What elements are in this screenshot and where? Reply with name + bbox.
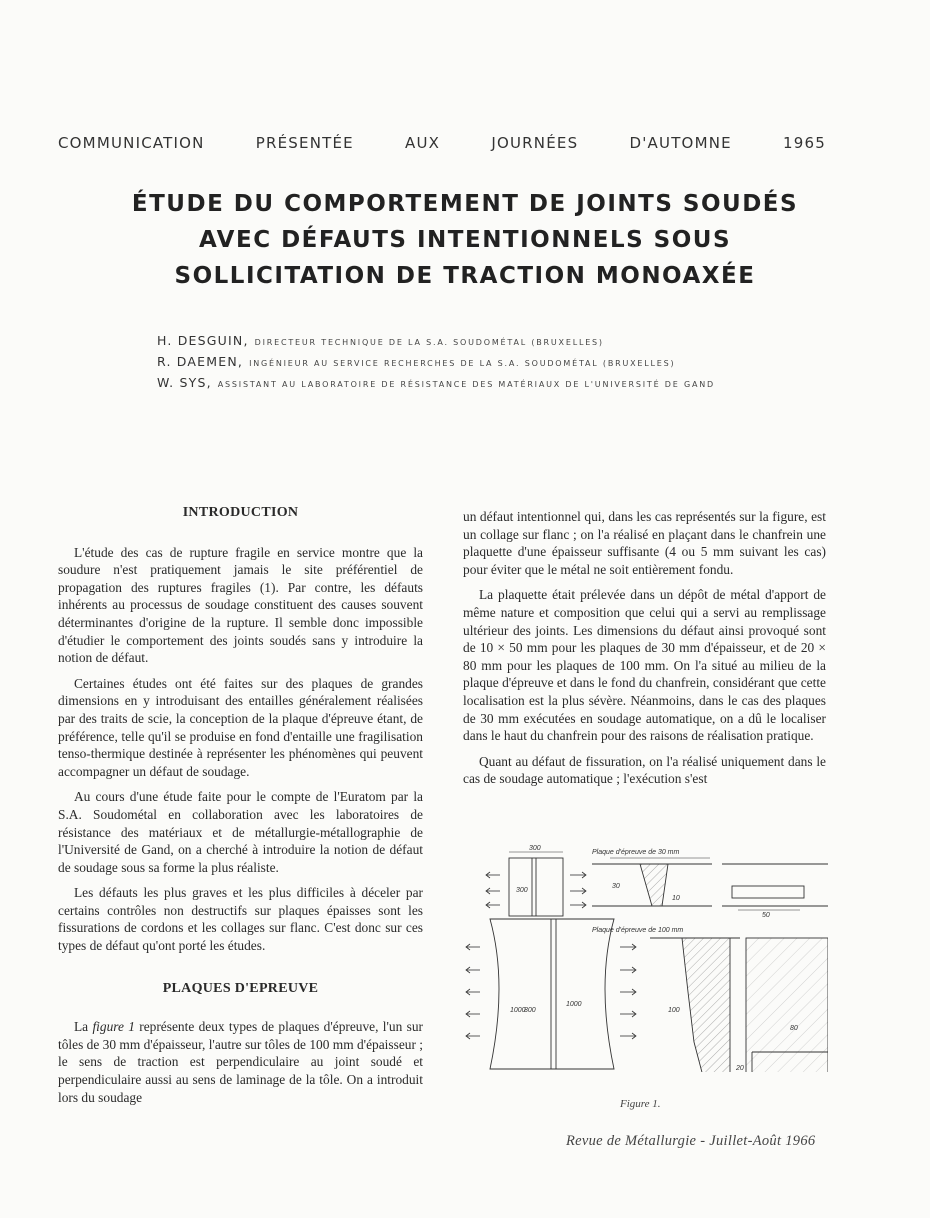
weld-bevel-100mm: [682, 938, 730, 1072]
title-line: ÉTUDE DU COMPORTEMENT DE JOINTS SOUDÉS: [131, 191, 799, 217]
tension-arrow-icon: [486, 872, 500, 908]
author-entry: [157, 330, 797, 351]
header-word: JOURNÉES: [491, 134, 579, 152]
header-word: PRÉSENTÉE: [255, 134, 354, 152]
paragraph: un défaut intentionnel qui, dans les cas représentés sur la figure, est un collage sur flanc ; on l'a réalisé en plaçant dans le chanfrein une plaquette d'une épaisseur suffisante (4 ou 5 mm suivant les cas) pour éviter que le métal ne soit entièrement fondu.: [463, 509, 826, 577]
paragraph: Quant au défaut de fissuration, on l'a réalisé uniquement dans le cas de soudage automatique ; l'exécution s'est: [463, 753, 826, 787]
journal-footer: Revue de Métallurgie - Juillet-Août 1966: [566, 1133, 816, 1149]
dimension-label: 30: [612, 883, 620, 890]
title-line: SOLLICITATION DE TRACTION MONOAXÉE: [174, 263, 756, 289]
article-title: [60, 186, 870, 294]
tension-arrow-icon: [466, 944, 480, 1039]
figure-reference-link[interactable]: figure 1: [92, 1019, 135, 1035]
dimension-label: 300: [529, 845, 541, 852]
author-affiliation: ASSISTANT AU LABORATOIRE DE RÉSISTANCE DES MATÉRIAUX DE L'UNIVERSITÉ DE GAND: [217, 380, 715, 389]
paragraph: Certaines études ont été faites sur des plaques de grandes dimensions en y introduisant des entailles généralement réalisées par des traits de scie, la conception de la plaque d'épreuve étant, de préférence, telle qu'il se produise en fond d'entaille une fragilisation tenso-thermique destinée à représenter les phénomènes qui peuvent accompagner un défaut de soudage.: [58, 675, 423, 779]
plate-100mm-top-view: [490, 919, 614, 1069]
text-run: représente deux types de plaques d'épreuve, l'un sur tôles de 30 mm d'épaisseur, l'autre sur tôles de 100 mm d'épaisseur ; le sens de traction est perpendiculaire au joint soudé et perpendiculaire aussi au sens de laminage de la tôle. On a introduit lors du soudage: [58, 1019, 423, 1105]
dimension-label: 800: [524, 1007, 536, 1014]
header-word: 1965: [783, 134, 826, 152]
paragraph: L'étude des cas de rupture fragile en service montre que la soudure n'est pratiquement jamais le site préférentiel de propagation des ruptures fragiles (1). Par contre, les défauts inhérents au processus de soudage constituent des causes souvent déterminantes d'origine de la rupture. Il semble donc impossible d'étudier le comportement des joints soudés sans y introduire la notion de défaut.: [58, 544, 423, 666]
weld-bevel-30mm: [640, 864, 668, 906]
conference-header: [58, 134, 826, 152]
dimension-label: 20: [736, 1065, 744, 1072]
author-affiliation: DIRECTEUR TECHNIQUE DE LA S.A. SOUDOMÉTAL (BRUXELLES): [254, 338, 604, 347]
dimension-label: 1000: [510, 1007, 526, 1014]
author-name: W. SYS,: [157, 375, 212, 390]
dimension-label: 80: [790, 1025, 798, 1032]
figure-1-diagram: [460, 842, 828, 1072]
header-word: D'AUTOMNE: [629, 134, 732, 152]
paragraph: La plaquette était prélevée dans un dépôt de métal d'apport de même nature et composition que celui qui a servi au remplissage ultérieur des joints. Les dimensions du défaut ainsi provoqué sont de 10 × 50 mm pour les plaques de 30 mm d'épaisseur, et de 20 × 80 mm pour les plaques de 100 mm. On l'a situé au milieu de la plaque d'épreuve et dans le fond du chanfrein, considérant que cette localisation est la plus sévère. Néanmoins, dans le cas des plaques de 30 mm exécutées en soudage automatique, on a dû le localiser dans le haut du chanfrein pour des raisons de réalisation pratique.: [463, 587, 826, 744]
section-heading-introduction: INTRODUCTION: [182, 505, 299, 520]
header-word: COMMUNICATION: [58, 134, 205, 152]
figure-caption: Figure 1.: [620, 1098, 661, 1110]
figure-label-100mm: Plaque d'épreuve de 100 mm: [592, 927, 684, 934]
paragraph: Les défauts les plus graves et les plus difficiles à déceler par certains contrôles non destructifs sur plaques épaisses sont les fissurations de cordons et les collages sur flanc. C'est donc sur ces types de défaut qu'ont porté les études.: [58, 885, 423, 954]
paragraph: Au cours d'une étude faite pour le compte de l'Euratom par la S.A. Soudométal en collaboration avec les laboratoires de résistance des matériaux et de métallurgie-métallographie de l'Université de Gand, on a cherché à introduire la notion de défaut de soudage sous sa forme la plus réaliste.: [58, 789, 423, 875]
text-run: La: [74, 1019, 93, 1035]
paragraph: [58, 1018, 423, 1106]
figure-label-30mm: Plaque d'épreuve de 30 mm: [592, 849, 680, 856]
dimension-label: 1000: [566, 1001, 582, 1008]
left-column: [58, 504, 423, 1114]
header-word: AUX: [405, 134, 441, 152]
defect-detail-30mm: [732, 886, 804, 898]
section-heading-plaques: PLAQUES D'EPREUVE: [162, 980, 319, 996]
dimension-label: 300: [516, 887, 528, 894]
tension-arrow-icon: [620, 944, 636, 1039]
author-entry: [157, 351, 797, 372]
author-name: H. DESGUIN,: [157, 333, 249, 348]
author-affiliation: INGÉNIEUR AU SERVICE RECHERCHES DE LA S.A. SOUDOMÉTAL (BRUXELLES): [249, 359, 676, 368]
dimension-label: 10: [672, 895, 680, 902]
right-column: [463, 508, 826, 796]
tension-arrow-icon: [570, 872, 586, 908]
author-name: R. DAEMEN,: [157, 354, 244, 369]
title-line: AVEC DÉFAUTS INTENTIONNELS SOUS: [198, 227, 732, 253]
dimension-label: 100: [668, 1007, 680, 1014]
dimension-label: 50: [762, 912, 770, 919]
author-list: [157, 330, 797, 393]
author-entry: [157, 372, 797, 393]
